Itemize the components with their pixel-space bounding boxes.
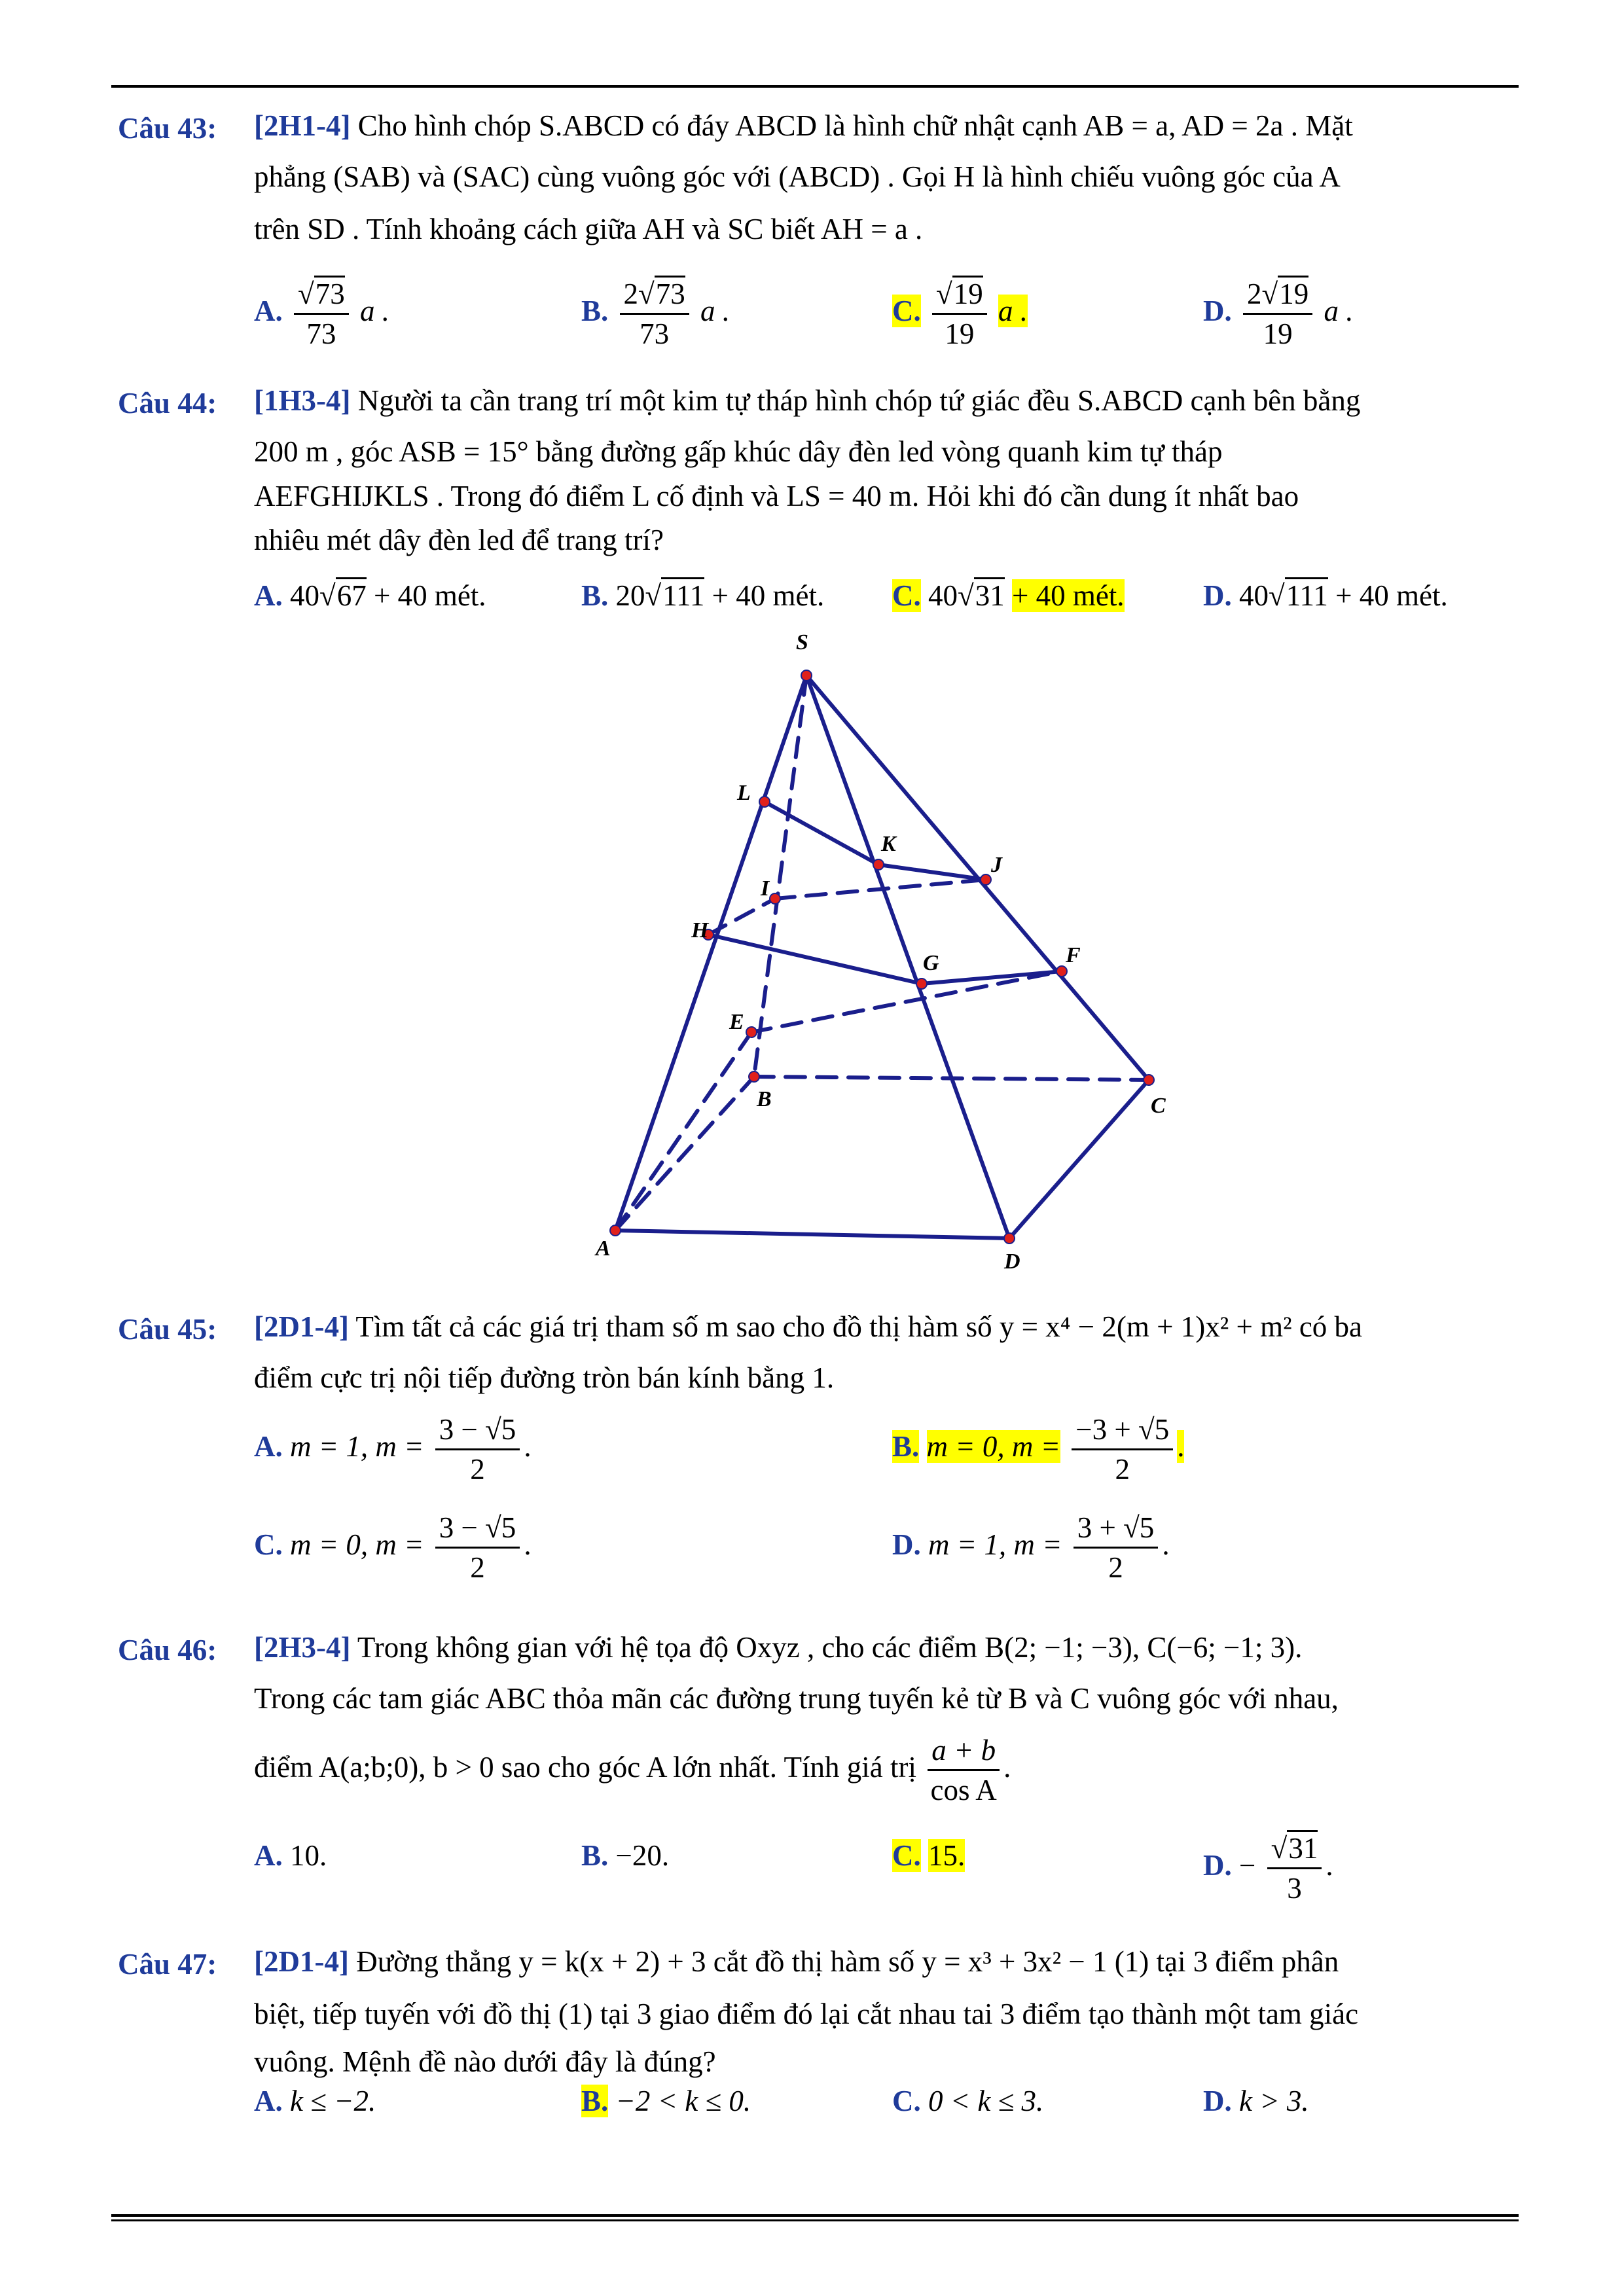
question-line <box>254 1307 1362 1346</box>
option-d[interactable]: D. 40√111 + 40 mét. <box>1203 576 1448 615</box>
question-line: phẳng (SAB) và (SAC) cùng vuông góc với (ABCD) . Gọi H là hình chiếu vuông góc của A <box>254 160 1341 193</box>
question-label: Câu 46: <box>118 1634 217 1666</box>
point-E <box>746 1027 757 1037</box>
label-L: L <box>737 781 751 805</box>
question-tag: [2D1-4] <box>254 1310 349 1343</box>
question-tag: [1H3-4] <box>254 384 351 417</box>
edge-DC <box>1009 1080 1149 1238</box>
question-label: Câu 43: <box>118 112 217 145</box>
question-line <box>254 1628 1302 1667</box>
option-d[interactable]: D. k > 3. <box>1203 2085 1309 2117</box>
point-K <box>873 859 884 870</box>
option-c[interactable]: C. 40√31 + 40 mét. <box>892 576 1125 615</box>
option-d[interactable]: D. $\frac{2√19}{19}$ a . <box>1203 275 1353 353</box>
question-text: Trong không gian với hệ tọa độ Oxyz , cho các điểm B(2; −1; −3), C(−6; −1; 3). <box>357 1631 1303 1664</box>
option-c[interactable]: C. m = 0, m = $\frac{3 - √5}{2}$ . <box>254 1509 532 1587</box>
option-a[interactable]: A. $\frac{√73}{73}$ a . <box>254 275 389 353</box>
question-line: trên SD . Tính khoảng cách giữa AH và SC biết AH = a . <box>254 213 923 245</box>
label-B: B <box>757 1087 772 1111</box>
option-c[interactable]: C. 15. <box>892 1839 965 1872</box>
question-label: Câu 45: <box>118 1313 217 1346</box>
question-line: AEFGHIJKLS . Trong đó điểm L cố định và LS = 40 m. Hỏi khi đó cần dung ít nhất bao <box>254 480 1299 512</box>
label-D: D <box>1004 1249 1020 1274</box>
point-G <box>916 978 927 989</box>
question-line <box>254 106 1353 145</box>
question-line <box>254 1942 1339 1981</box>
footer-rule <box>111 2214 1519 2221</box>
label-G: G <box>923 951 939 975</box>
edge-AB <box>615 1077 754 1230</box>
option-a[interactable]: A. 40√67 + 40 mét. <box>254 576 486 615</box>
question-line: vuông. Mệnh đề nào dưới đây là đúng? <box>254 2045 716 2078</box>
option-a[interactable]: A. 10. <box>254 1839 327 1872</box>
question-text: Đường thẳng y = k(x + 2) + 3 cắt đồ thị hàm số y = x³ + 3x² − 1 (1) tại 3 điểm phân <box>356 1945 1339 1978</box>
option-b[interactable]: B. m = 0, m = $\frac{-3 + √5}{2}$ . <box>892 1410 1184 1488</box>
segment-HG <box>708 935 922 984</box>
edge-AD <box>615 1230 1009 1238</box>
question-line <box>254 381 1360 420</box>
label-H: H <box>691 918 709 942</box>
question-text: Người ta cần trang trí một kim tự tháp hình chóp tứ giác đều S.ABCD cạnh bên bằng <box>357 384 1361 417</box>
option-b[interactable]: B. −2 < k ≤ 0. <box>581 2085 751 2117</box>
label-F: F <box>1066 943 1081 967</box>
question-line: nhiêu mét dây đèn led để trang trí? <box>254 524 664 556</box>
question-line: biệt, tiếp tuyến với đồ thị (1) tại 3 giao điểm đó lại cắt nhau tai 3 điểm tạo thành một tam giác <box>254 1998 1359 2030</box>
fraction: $\frac{2√73}{73}$ <box>620 275 689 353</box>
point-F <box>1056 966 1067 977</box>
option-d[interactable]: D. m = 1, m = $\frac{3 + √5}{2}$ . <box>892 1509 1170 1587</box>
fraction: $\frac{a + b}{\text{cos A}}$ <box>928 1731 1000 1809</box>
fraction: $\frac{2√19}{19}$ <box>1243 275 1312 353</box>
question-text: Cho hình chóp S.ABCD có đáy ABCD là hình chữ nhật cạnh AB = a, AD = 2a . Mặt <box>357 109 1353 142</box>
option-d[interactable]: D. − $\frac{√31}{3}$ . <box>1203 1829 1333 1907</box>
pyramid-figure <box>556 628 1178 1276</box>
question-text: Tìm tất cả các giá trị tham số m sao cho đồ thị hàm số y = x⁴ − 2(m + 1)x² + m² có ba <box>355 1310 1363 1343</box>
segment-HI <box>708 899 775 935</box>
point-J <box>981 874 991 885</box>
point-D <box>1004 1233 1015 1244</box>
question-line: 200 m , góc ASB = 15° bằng đường gấp khúc dây đèn led vòng quanh kim tự tháp <box>254 435 1223 468</box>
option-a[interactable]: A. m = 1, m = $\frac{3 - √5}{2}$ . <box>254 1410 532 1488</box>
question-line: Trong các tam giác ABC thỏa mãn các đường trung tuyến kẻ từ B và C vuông góc với nhau, <box>254 1682 1339 1715</box>
edge-BC <box>754 1077 1149 1080</box>
option-c[interactable]: C. 0 < k ≤ 3. <box>892 2085 1044 2117</box>
segment-AE <box>615 1032 751 1230</box>
point-A <box>610 1225 621 1236</box>
label-J: J <box>991 853 1002 877</box>
label-A: A <box>596 1236 611 1261</box>
option-a[interactable]: A. k ≤ −2. <box>254 2085 376 2117</box>
question-tag: [2D1-4] <box>254 1945 349 1978</box>
label-E: E <box>729 1010 744 1034</box>
point-B <box>749 1071 759 1082</box>
question-line: điểm cực trị nội tiếp đường tròn bán kính bằng 1. <box>254 1361 835 1394</box>
option-b[interactable]: B. 20√111 + 40 mét. <box>581 576 824 615</box>
point-L <box>759 797 770 807</box>
point-S <box>801 670 812 681</box>
point-C <box>1144 1075 1154 1085</box>
segment-GF <box>922 971 1062 984</box>
edge-SD <box>806 675 1009 1238</box>
question-line: điểm A(a;b;0), b > 0 sao cho góc A lớn nhất. Tính giá trị $\frac{a + b}{\text{cos A}}$ . <box>254 1731 1011 1809</box>
fraction: $\frac{√19}{19}$ <box>932 275 987 353</box>
question-label: Câu 47: <box>118 1948 217 1981</box>
label-I: I <box>761 876 770 901</box>
label-K: K <box>881 832 896 856</box>
edge-SA <box>615 675 806 1230</box>
question-tag: [2H1-4] <box>254 109 351 142</box>
label-S: S <box>796 630 808 655</box>
question-tag: [2H3-4] <box>254 1631 351 1664</box>
point-I <box>770 893 780 904</box>
option-c[interactable]: C. $\frac{√19}{19}$ a . <box>892 275 1028 353</box>
fraction: $\frac{√73}{73}$ <box>294 275 349 353</box>
question-label: Câu 44: <box>118 387 217 420</box>
header-rule <box>111 85 1519 88</box>
option-b[interactable]: B. $\frac{2√73}{73}$ a . <box>581 275 730 353</box>
label-C: C <box>1151 1094 1166 1118</box>
option-b[interactable]: B. −20. <box>581 1839 670 1872</box>
